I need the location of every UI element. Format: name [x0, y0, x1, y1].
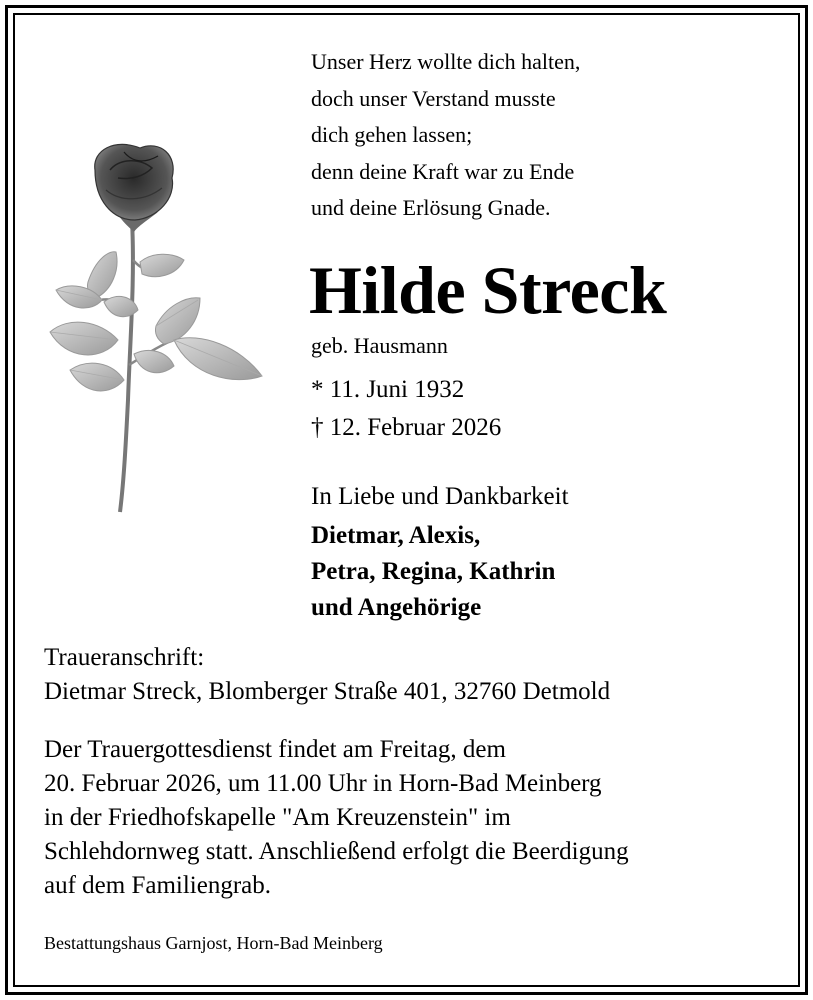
- undertaker: Bestattungshaus Garnjost, Horn-Bad Meinberg: [44, 933, 383, 953]
- service-notice: [44, 733, 629, 903]
- mourner-line: Petra, Regina, Kathrin: [311, 558, 556, 585]
- poem-line: denn deine Kraft war zu Ende: [311, 158, 575, 184]
- condolence-address: [44, 641, 610, 709]
- poem-line: Unser Herz wollte dich halten,: [311, 49, 581, 74]
- poem: [311, 44, 580, 227]
- mourner-line: und Angehörige: [311, 594, 482, 621]
- life-dates: [311, 371, 501, 447]
- poem-line: doch unser Verstand musste: [311, 85, 556, 111]
- rose-icon: [40, 140, 270, 520]
- deceased-name: Hilde Streck: [309, 252, 667, 328]
- address-line: Dietmar Streck, Blomberger Straße 401, 32760 Detmold: [44, 678, 611, 705]
- mourners-names: [311, 518, 555, 626]
- mourners-intro: In Liebe und Dankbarkeit: [311, 483, 569, 510]
- service-line: Der Trauergottesdienst findet am Freitag, dem: [44, 736, 506, 763]
- service-line: Schlehdornweg statt. Anschließend erfolgt die Beerdigung: [44, 838, 629, 865]
- poem-line: dich gehen lassen;: [311, 122, 473, 147]
- poem-line: und deine Erlösung Gnade.: [311, 195, 551, 220]
- service-line: 20. Februar 2026, um 11.00 Uhr in Horn-Bad Meinberg: [44, 770, 602, 797]
- address-label: Traueranschrift:: [44, 644, 205, 671]
- maiden-name: geb. Hausmann: [311, 333, 448, 358]
- death-date: † 12. Februar 2026: [311, 414, 502, 441]
- service-line: in der Friedhofskapelle "Am Kreuzenstein" im: [44, 804, 511, 831]
- mourner-line: Dietmar, Alexis,: [311, 522, 481, 549]
- birth-date: * 11. Juni 1932: [311, 376, 465, 403]
- service-line: auf dem Familiengrab.: [44, 872, 272, 899]
